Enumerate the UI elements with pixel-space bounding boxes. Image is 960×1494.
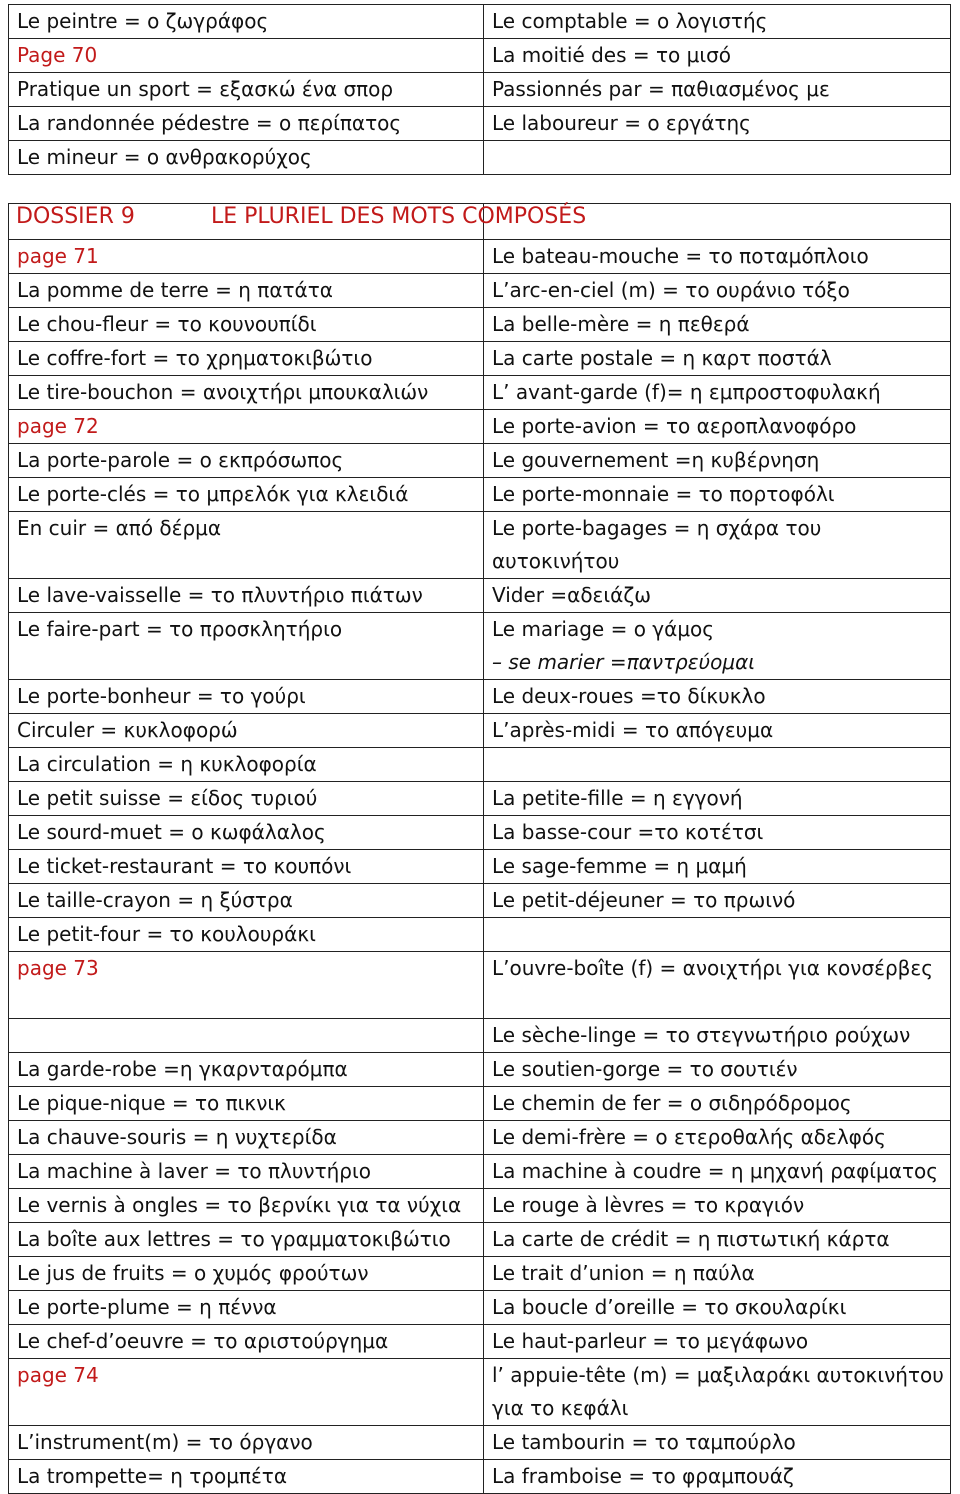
table-row bbox=[9, 1053, 951, 1087]
table-cell: Passionnés par = παθιασμένος με bbox=[484, 73, 951, 107]
table-cell: La machine à laver = το πλυντήριο bbox=[9, 1155, 484, 1189]
table-cell: Pratique un sport = εξασκώ ένα σπορ bbox=[9, 73, 484, 107]
table-cell: En cuir = από δέρμα bbox=[9, 512, 484, 579]
table-cell: La moitié des = το μισό bbox=[484, 39, 951, 73]
table-cell: Le gouvernement =η κυβέρνηση bbox=[484, 444, 951, 478]
page-label: Page 70 bbox=[9, 39, 484, 73]
table-cell: La basse-cour =το κοτέτσι bbox=[484, 816, 951, 850]
table-cell: Le chef-d’oeuvre = το αριστούργημα bbox=[9, 1325, 484, 1359]
table-row bbox=[9, 1426, 951, 1460]
table-cell: Le petit suisse = είδος τυριού bbox=[9, 782, 484, 816]
table-row bbox=[9, 1460, 951, 1494]
table-cell: Le tire-bouchon = ανοιχτήρι μπουκαλιών bbox=[9, 376, 484, 410]
table-cell: L’ avant-garde (f)= η εμπροστοφυλακή bbox=[484, 376, 951, 410]
table-cell: Le faire-part = το προσκλητήριο bbox=[9, 613, 484, 647]
table-row bbox=[9, 1325, 951, 1359]
table-row bbox=[9, 816, 951, 850]
table-cell bbox=[9, 646, 484, 680]
table-cell: L’après-midi = το απόγευμα bbox=[484, 714, 951, 748]
table-cell: La circulation = η κυκλοφορία bbox=[9, 748, 484, 782]
table-cell: Le pique-nique = το πικνικ bbox=[9, 1087, 484, 1121]
table-cell: L’ouvre-boîte (f) = ανοιχτήρι για κονσέρβες bbox=[484, 952, 951, 1019]
table-cell: La framboise = το φραμπουάζ bbox=[484, 1460, 951, 1494]
table-cell: Circuler = κυκλοφορώ bbox=[9, 714, 484, 748]
table-row bbox=[9, 39, 951, 73]
table-row bbox=[9, 613, 951, 647]
table-cell: La trompette= η τρομπέτα bbox=[9, 1460, 484, 1494]
table-cell: Le soutien-gorge = το σουτιέν bbox=[484, 1053, 951, 1087]
table-cell: La carte postale = η καρτ ποστάλ bbox=[484, 342, 951, 376]
table-cell: Le bateau-mouche = το ποταμόπλοιο bbox=[484, 240, 951, 274]
table-row bbox=[9, 308, 951, 342]
table-row bbox=[9, 1359, 951, 1426]
dossier-label: DOSSIER 9 bbox=[16, 204, 135, 229]
table-cell: L’instrument(m) = το όργανο bbox=[9, 1426, 484, 1460]
table-cell: Le porte-bonheur = το γούρι bbox=[9, 680, 484, 714]
table-cell: Le porte-clés = το μπρελόκ για κλειδιά bbox=[9, 478, 484, 512]
table-row bbox=[9, 952, 951, 1019]
table-row bbox=[9, 274, 951, 308]
table-cell: Le haut-parleur = το μεγάφωνο bbox=[484, 1325, 951, 1359]
table-row bbox=[9, 1087, 951, 1121]
table-row bbox=[9, 1291, 951, 1325]
table-cell: La belle-mère = η πεθερά bbox=[484, 308, 951, 342]
table-row bbox=[9, 444, 951, 478]
table-row bbox=[9, 1155, 951, 1189]
vocab-table-body bbox=[9, 240, 951, 1494]
table-cell: Le tambourin = το ταμπούρλο bbox=[484, 1426, 951, 1460]
table-cell bbox=[484, 918, 951, 952]
vocab-table-top bbox=[8, 4, 951, 175]
table-cell: La garde-robe =η γκαρνταρόμπα bbox=[9, 1053, 484, 1087]
table-cell: Le rouge à lèvres = το κραγιόν bbox=[484, 1189, 951, 1223]
page-label: page 71 bbox=[9, 240, 484, 274]
table-cell: Le taille-crayon = η ξύστρα bbox=[9, 884, 484, 918]
page-label: page 73 bbox=[9, 952, 484, 1019]
table-row bbox=[9, 410, 951, 444]
table-cell: Vider =αδειάζω bbox=[484, 579, 951, 613]
table-cell: – se marier =παντρεύομαι bbox=[484, 646, 951, 680]
table-cell: Le porte-bagages = η σχάρα του αυτοκινήτου bbox=[484, 512, 951, 579]
table-cell: Le sourd-muet = ο κωφάλαλος bbox=[9, 816, 484, 850]
table-row bbox=[9, 107, 951, 141]
table-cell: Le ticket-restaurant = το κουπόνι bbox=[9, 850, 484, 884]
table-cell: Le peintre = ο ζωγράφος bbox=[9, 5, 484, 39]
table-cell: Le chemin de fer = ο σιδηρόδρομος bbox=[484, 1087, 951, 1121]
table-row bbox=[9, 478, 951, 512]
table-cell: Le jus de fruits = ο χυμός φρούτων bbox=[9, 1257, 484, 1291]
page-label: page 74 bbox=[9, 1359, 484, 1426]
table-cell: Le sèche-linge = το στεγνωτήριο ρούχων bbox=[484, 1019, 951, 1053]
table-cell: Le comptable = ο λογιστής bbox=[484, 5, 951, 39]
table-row bbox=[9, 1121, 951, 1155]
table-row bbox=[9, 1189, 951, 1223]
table-cell bbox=[9, 1019, 484, 1053]
table-cell: Le demi-frère = ο ετεροθαλής αδελφός bbox=[484, 1121, 951, 1155]
table-cell: La chauve-souris = η νυχτερίδα bbox=[9, 1121, 484, 1155]
table-row bbox=[9, 714, 951, 748]
table-cell: Le chou-fleur = το κουνουπίδι bbox=[9, 308, 484, 342]
table-cell: Le petit-four = το κουλουράκι bbox=[9, 918, 484, 952]
page-label: page 72 bbox=[9, 410, 484, 444]
table-cell: La pomme de terre = η πατάτα bbox=[9, 274, 484, 308]
table-row bbox=[9, 73, 951, 107]
table-cell: Le mariage = ο γάμος bbox=[484, 613, 951, 647]
section-heading bbox=[16, 204, 587, 229]
table-row bbox=[9, 680, 951, 714]
table-row bbox=[9, 646, 951, 680]
table-cell: l’ appuie-tête (m) = μαξιλαράκι αυτοκινήτου για το κεφάλι bbox=[484, 1359, 951, 1426]
table-cell: Le trait d’union = η παύλα bbox=[484, 1257, 951, 1291]
table-cell: Le coffre-fort = το χρηματοκιβώτιο bbox=[9, 342, 484, 376]
table-cell: Le laboureur = ο εργάτης bbox=[484, 107, 951, 141]
table-cell: Le porte-monnaie = το πορτοφόλι bbox=[484, 478, 951, 512]
table-cell: Le porte-avion = το αεροπλανοφόρο bbox=[484, 410, 951, 444]
table-cell: Le deux-roues =το δίκυκλο bbox=[484, 680, 951, 714]
table-cell: Le vernis à ongles = το βερνίκι για τα νύχια bbox=[9, 1189, 484, 1223]
table-row bbox=[9, 512, 951, 579]
table-row bbox=[9, 141, 951, 175]
table-row bbox=[9, 579, 951, 613]
table-row bbox=[9, 918, 951, 952]
table-row bbox=[9, 782, 951, 816]
table-cell: La randonnée pédestre = ο περίπατος bbox=[9, 107, 484, 141]
table-cell bbox=[484, 141, 951, 175]
table-cell: Le sage-femme = η μαμή bbox=[484, 850, 951, 884]
table-cell bbox=[484, 748, 951, 782]
table-cell: Le lave-vaisselle = το πλυντήριο πιάτων bbox=[9, 579, 484, 613]
table-cell: Le porte-plume = η πέννα bbox=[9, 1291, 484, 1325]
table-cell: La petite-fille = η εγγονή bbox=[484, 782, 951, 816]
table-cell: La boucle d’oreille = το σκουλαρίκι bbox=[484, 1291, 951, 1325]
table-cell: Le petit-déjeuner = το πρωινό bbox=[484, 884, 951, 918]
table-row bbox=[9, 1223, 951, 1257]
table-row bbox=[9, 1019, 951, 1053]
table-row bbox=[9, 850, 951, 884]
table-row bbox=[9, 884, 951, 918]
table-cell: La carte de crédit = η πιστωτική κάρτα bbox=[484, 1223, 951, 1257]
table-row bbox=[9, 748, 951, 782]
table-row bbox=[9, 5, 951, 39]
table-row bbox=[9, 376, 951, 410]
table-cell: L’arc-en-ciel (m) = το ουράνιο τόξο bbox=[484, 274, 951, 308]
table-cell: La porte-parole = ο εκπρόσωπος bbox=[9, 444, 484, 478]
table-cell: La machine à coudre = η μηχανή ραφίματος bbox=[484, 1155, 951, 1189]
section-title: LE PLURIEL DES MOTS COMPOSÉS bbox=[211, 204, 587, 229]
table-row bbox=[9, 342, 951, 376]
table-row bbox=[9, 240, 951, 274]
table-row bbox=[9, 1257, 951, 1291]
table-cell: La boîte aux lettres = το γραμματοκιβώτιο bbox=[9, 1223, 484, 1257]
table-cell: Le mineur = ο ανθρακορύχος bbox=[9, 141, 484, 175]
vocab-table-main bbox=[8, 203, 951, 1494]
